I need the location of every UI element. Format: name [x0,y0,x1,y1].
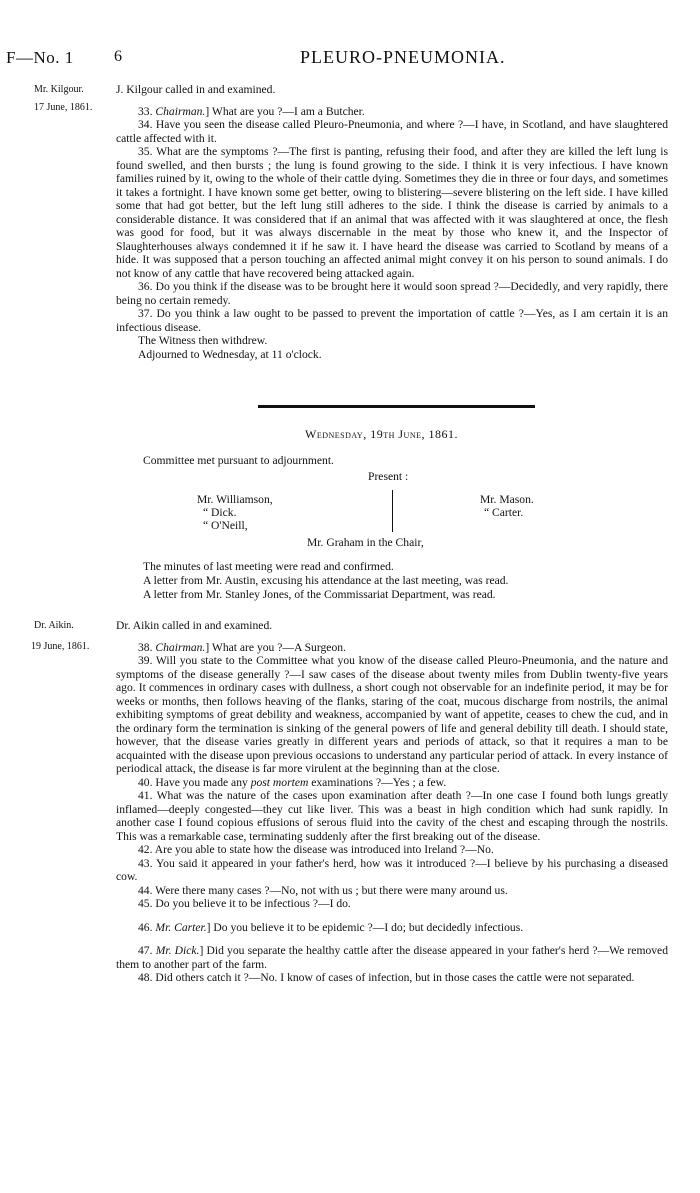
question-36: 36. Do you think if the disease was to be brought here it would soon spread ?—Decidedly, and very rapidly, there being no certain remedy. [116,280,668,307]
margin-witness-date: 17 June, 1861. [34,102,93,113]
margin-witness-date: 19 June, 1861. [31,641,90,652]
question-35: 35. What are the symptoms ?—The first is panting, refusing their food, and after they are killed the left lung is found swelled, and then bursts ; the lung is found growing to the side. I think it is very infectious. I have known families ruined by it, owing to the whole of their cattle dying. Sometimes they die in three or four days, and sometimes it takes a fortnight. I have known some get better, owing to blistering—severe blistering on the left side. I have killed some that had got better, but the left lung still adheres to the side. I think the disease is carried by animals to a considerable distance. It was considered that if an animal that was affected with it was slaughtered at once, the flesh was good for food, but it was always discernable in the meat by those who knew it, and the Inspector of Slaughterhouses always condemned it if he saw it. I have heard the disease was carried to Scotland by means of a hide. It was supposed that a person touching an affected animal might convey it on his person to sound animals. I do not know of any cattle that have recovered being attacked again. [116,145,668,280]
member-right: “ Carter. [484,506,524,519]
adjournment-note: Adjourned to Wednesday, at 11 o'clock. [138,347,322,361]
letter-note: A letter from Mr. Stanley Jones, of the Commissariat Department, was read. [143,588,496,601]
question-40: 40. Have you made any post mortem examinations ?—Yes ; a few. [138,775,447,789]
letter-note: A letter from Mr. Austin, excusing his attendance at the last meeting, was read. [143,574,509,587]
question-34: 34. Have you seen the disease called Pleuro-Pneumonia, and where ?—I have, in Scotland, and have slaughtered cattle affected with it. [116,118,668,145]
witness-called: Dr. Aikin called in and examined. [116,619,273,632]
question-44: 44. Were there many cases ?—No, not with us ; but there were many around us. [138,883,508,897]
present-heading: Present : [368,470,409,483]
question-33: 33. Chairman.] What are you ?—I am a Butcher. [138,104,365,118]
committee-met: Committee met pursuant to adjournment. [143,454,334,467]
question-38: 38. Chairman.] What are you ?—A Surgeon. [138,640,346,654]
minutes-note: The minutes of last meeting were read and confirmed. [143,560,394,573]
page-number: 6 [114,48,122,65]
members-divider [392,490,393,532]
question-41: 41. What was the nature of the cases upon examination after death ?—In one case I found both lungs greatly inflamed—deeply congested—they cut like liver. This was a beast in high condition which had sunk rapidly. In another case I found copious effusions of serous fluid into the cavity of the chest and escaping through the nostrils. This was a remarkable case, terminating suddenly after the first breaking out of the disease. [116,789,668,843]
question-45: 45. Do you believe it to be infectious ?—I do. [138,897,351,910]
question-43: 43. You said it appeared in your father's herd, how was it introduced ?—I believe by his purchasing a diseased cow. [116,856,668,883]
meeting-date: Wednesday, 19th June, 1861. [305,427,458,441]
question-46: 46. Mr. Carter.] Do you believe it to be epidemic ?—I do; but decidedly infectious. [138,920,524,934]
member-left: “ O'Neill, [203,519,248,532]
question-47: 47. Mr. Dick.] Did you separate the healthy cattle after the disease appeared in your father's herd ?—We removed them to another part of the farm. [116,944,668,971]
document-reference: F—No. 1 [6,48,74,67]
margin-witness-name: Dr. Aikin. [34,620,74,631]
question-39: 39. Will you state to the Committee what you know of the disease called Pleuro-Pneumonia, and the nature and symptoms of the disease generally ?—I saw cases of the disease about twenty miles from Dublin twenty-five years ago. It commences in ordinary cases with dullness, a short cough not observable for an indefinite period, it may be for weeks or months, then follows heaving of the flanks, staring of the coat, mucous discharge from nostrils, the animal exhibiting symptoms of great debility and weakness, accompanied by want of appetite, ceases to chew the cud, and in the ordinary form the termination is sinking of the general powers of life and general debility till death. I should state, however, that the disease varies greatly in different years and periods of attack, so that it requires a man to be acquainted with the disease upon previous occasions to understand any particular period of attack. In every instance of periodical attack, the disease is far more virulent at the beginning than at the close. [116,654,668,775]
member-left: “ Dick. [203,506,237,519]
question-42: 42. Are you able to state how the disease was introduced into Ireland ?—No. [138,843,494,856]
question-37: 37. Do you think a law ought to be passed to prevent the importation of cattle ?—Yes, as I am certain it is an infectious disease. [116,307,668,334]
margin-witness-name: Mr. Kilgour. [34,84,84,95]
question-48: 48. Did others catch it ?—No. I know of cases of infection, but in those cases the cattle were not separated. [138,971,635,984]
witness-withdrew: The Witness then withdrew. [138,334,268,347]
kilgour-examination [116,83,668,361]
member-right: Mr. Mason. [480,493,534,506]
page-title: PLEURO-PNEUMONIA. [300,47,506,67]
aikin-examination [116,619,668,985]
member-left: Mr. Williamson, [197,493,273,506]
witness-called: J. Kilgour called in and examined. [116,83,276,96]
section-divider [258,405,535,408]
chair-member: Mr. Graham in the Chair, [307,536,424,549]
